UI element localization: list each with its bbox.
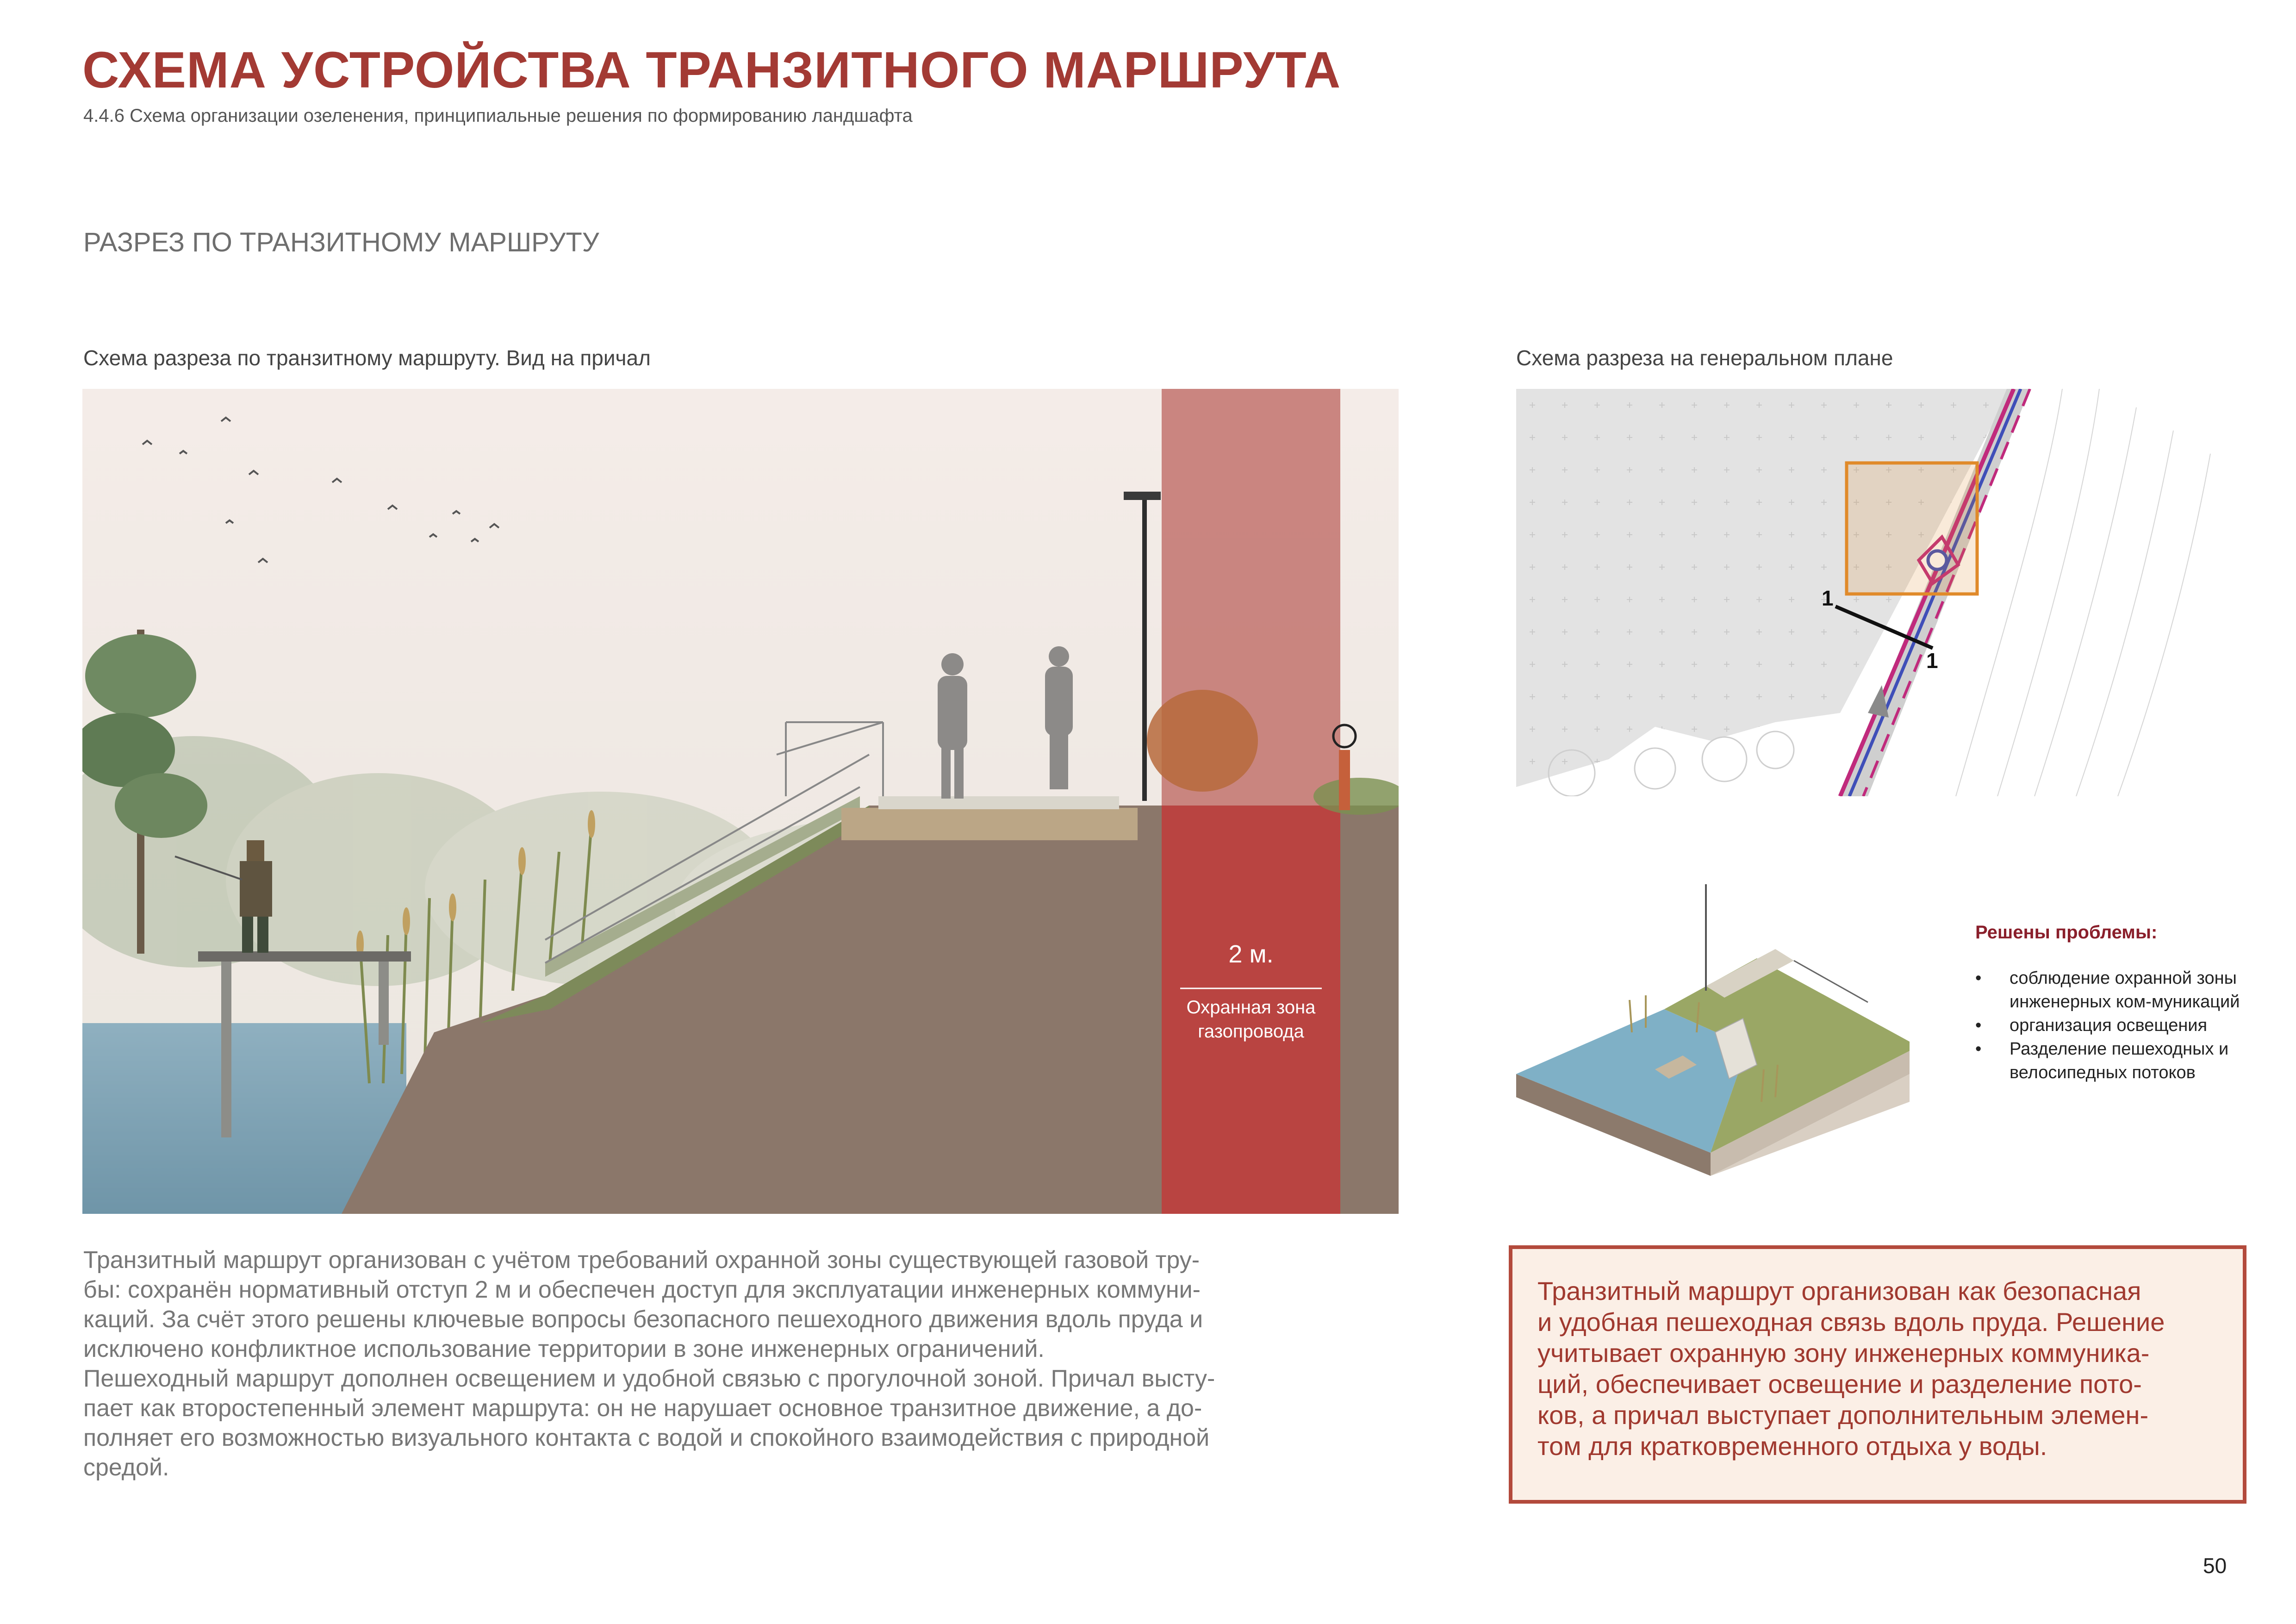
plan-drawing-caption: Схема разреза на генеральном плане — [1516, 346, 1893, 370]
summary-text: Транзитный маршрут организован как безопасная и удобная пешеходная связь вдоль пруда. Решение учитывает охранную зону инженерных коммуника- ций, обеспечивает освещение и разделение пото- ков, а причал выступает дополнительным элемен- том для кратковременного отдыха у воды. — [1537, 1276, 2165, 1461]
section-drawing-caption: Схема разреза по транзитному маршруту. Вид на причал — [83, 346, 651, 370]
protection-zone-label — [1162, 995, 1340, 1043]
section-mark-end: 1 — [1926, 649, 1938, 673]
problems-title: Решены проблемы: — [1975, 922, 2158, 943]
protection-zone-label-line2: газопровода — [1198, 1021, 1304, 1042]
protection-zone-width: 2 м. — [1228, 940, 1274, 968]
page-number: 50 — [2203, 1554, 2227, 1578]
section-mark-start: 1 — [1822, 586, 1834, 610]
page-subtitle: 4.4.6 Схема организации озеленения, принципиальные решения по формированию ландшафта — [83, 106, 913, 126]
section-illustration — [82, 389, 1399, 1214]
description-text: Транзитный маршрут организован с учётом требований охранной зоны существующей газовой тру- бы: сохранён нормативный отступ 2 м и обеспечен доступ для эксплуатации инженерных коммуни- каций. За счёт этого решены ключевые вопросы безопасного пешеходного движения вдоль пруда и исключено конфликтное использование территории в зоне инженерных ограничений. Пешеходный маршрут дополнен освещением и удобной связью с прогулочной зоной. Причал высту- пает как второстепенный элемент маршрута: он не нарушает основное транзитное движение, а до- полняет его возможностью визуального контакта с водой и спокойного взаимодействия с природной средой. — [83, 1247, 1215, 1481]
protection-zone-label-line1: Охранная зона — [1186, 997, 1316, 1018]
problem-item: • соблюдение охранной зоны инженерных ком-муникаций — [1975, 967, 2262, 1014]
problem-item: • Разделение пешеходных и велосипедных потоков — [1975, 1037, 2262, 1085]
master-plan-illustration — [1516, 389, 2229, 796]
section-title: РАЗРЕЗ ПО ТРАНЗИТНОМУ МАРШРУТУ — [83, 227, 599, 257]
problem-item: • организация освещения — [1975, 1014, 2262, 1037]
axonometric-illustration — [1516, 880, 1910, 1176]
problems-list — [1975, 967, 2262, 1085]
page-title: СХЕМА УСТРОЙСТВА ТРАНЗИТНОГО МАРШРУТА — [82, 42, 1341, 99]
